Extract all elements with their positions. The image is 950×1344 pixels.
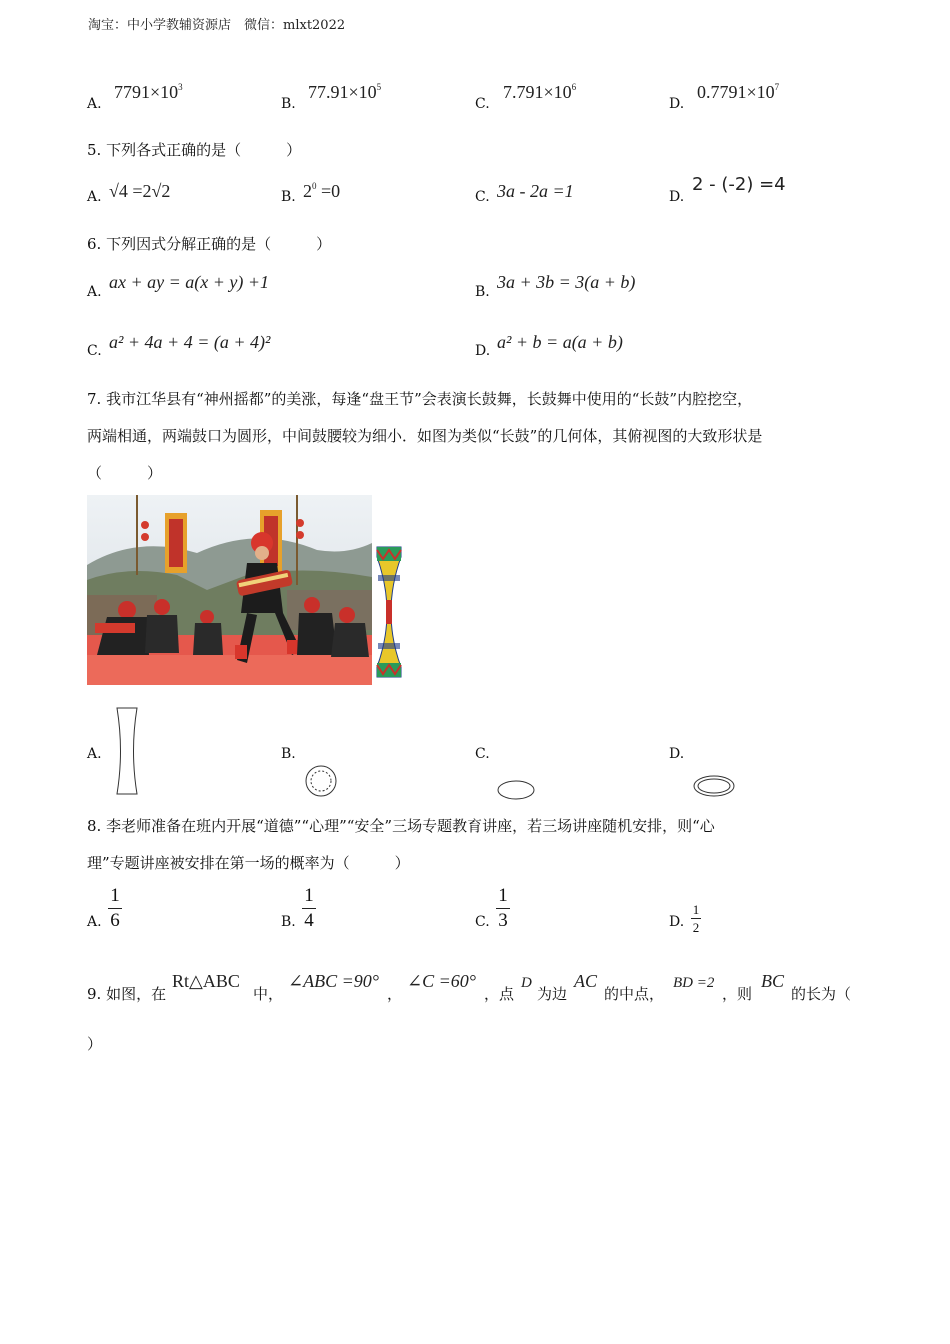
q6-option-d-label: D. xyxy=(475,343,491,359)
q9-point-d: D xyxy=(521,975,532,991)
q7-option-d-label: D. xyxy=(669,746,685,762)
q9-angle-abc: ∠ABC =90° xyxy=(288,971,379,991)
q7-option-a-figure xyxy=(115,707,139,795)
q6-option-a-expr: ax + ay = a(x + y) +1 xyxy=(109,272,270,292)
q4-option-d-expr: $0.7791\times 10^7$ xyxy=(697,82,780,102)
q8-line-2: 理”专题讲座被安排在第一场的概率为（ ） xyxy=(87,854,410,872)
q7-option-b-figure xyxy=(304,764,338,798)
q5-option-d-label: D. xyxy=(669,189,685,205)
q9-angle-c: ∠C =60° xyxy=(407,971,476,991)
q4-option-a-label: A. xyxy=(87,96,102,112)
q6-option-c-label: C. xyxy=(87,343,102,359)
q9-side-bc: BC xyxy=(761,971,785,991)
q9-bd-value: BD =2 xyxy=(673,975,715,991)
q5-option-c-label: C. xyxy=(475,189,490,205)
q6-stem: 6. 下列因式分解正确的是（ ） xyxy=(87,235,332,253)
q6-option-b-expr: 3a + 3b = 3(a + b) xyxy=(497,272,636,292)
q9-zhong: 中， xyxy=(253,985,284,1003)
q7-line-1: 7. 我市江华县有“神州摇都”的美涨，每逢“盘王节”会表演长鼓舞，长鼓舞中使用的“长鼓”内腔挖空， xyxy=(87,390,753,408)
q9-tail: 的长为（ xyxy=(791,985,852,1003)
q9-comma: ， xyxy=(387,985,403,1003)
q9-line-2: ） xyxy=(87,1035,103,1053)
q8-option-d-label: D. xyxy=(669,914,685,930)
q9-side-ac: AC xyxy=(574,971,598,991)
q8-option-c-fraction: 1 3 xyxy=(496,886,510,931)
q5-option-d-expr: 2 - (-2) =4 xyxy=(692,174,786,195)
q9-zhongdian: 的中点， xyxy=(604,985,665,1003)
q7-option-c-figure xyxy=(496,779,536,801)
q7-line-3: （ ） xyxy=(87,464,163,482)
q7-line-2: 两端相通，两端鼓口为圆形，中间鼓腰较为细小．如图为类似“长鼓”的几何体，其俯视图的大致形状是 xyxy=(87,427,763,445)
long-drum-dance-photo xyxy=(87,495,372,685)
q4-option-d-label: D. xyxy=(669,96,685,112)
long-drum-figure xyxy=(375,545,403,680)
q8-option-c-label: C. xyxy=(475,914,490,930)
q8-option-a-label: A. xyxy=(87,914,102,930)
q4-option-c-expr: $7.791\times 10^6$ xyxy=(503,82,577,102)
q9-weibian: 为边 xyxy=(537,985,568,1003)
q8-option-a-fraction: 1 6 xyxy=(108,886,122,931)
q5-option-a-label: A. xyxy=(87,189,102,205)
q9-prefix: 9. 如图，在 xyxy=(87,985,167,1003)
q6-option-a-label: A. xyxy=(87,284,102,300)
q4-option-b-label: B. xyxy=(281,96,296,112)
q7-option-a-label: A. xyxy=(87,746,102,762)
q9-dian: ，点 xyxy=(484,985,515,1003)
q8-option-b-fraction: 1 4 xyxy=(302,886,316,931)
q4-option-b-expr: $77.91\times 10^5$ xyxy=(308,82,382,102)
q7-option-c-label: C. xyxy=(475,746,490,762)
q6-option-b-label: B. xyxy=(475,284,490,300)
q4-option-a-expr: $7791\times 10^3$ xyxy=(114,82,183,102)
q8-line-1: 8. 李老师准备在班内开展“道德”“心理”“安全”三场专题教育讲座，若三场讲座随机安排，则“心 xyxy=(87,817,715,835)
q4-option-c-label: C. xyxy=(475,96,490,112)
q5-option-a-expr: √4 =2√2 xyxy=(109,181,171,201)
q5-option-b-label: B. xyxy=(281,189,296,205)
q9-ze: ，则 xyxy=(722,985,753,1003)
page-header: 淘宝：中小学教辅资源店 微信：mlxt2022 xyxy=(88,18,346,33)
q5-option-b-expr: $2^0 =0$ xyxy=(303,181,341,201)
q5-stem: 5. 下列各式正确的是（ ） xyxy=(87,141,302,159)
q5-option-c-expr: 3a - 2a =1 xyxy=(497,181,574,201)
q6-option-c-expr: a² + 4a + 4 = (a + 4)² xyxy=(109,332,271,352)
q8-option-b-label: B. xyxy=(281,914,296,930)
q9-triangle: Rt△ABC xyxy=(172,971,240,991)
q8-option-d-fraction: 1 2 xyxy=(692,902,700,935)
q6-option-d-expr: a² + b = a(a + b) xyxy=(497,332,623,352)
q7-option-b-label: B. xyxy=(281,746,296,762)
q7-option-d-figure xyxy=(692,774,736,798)
